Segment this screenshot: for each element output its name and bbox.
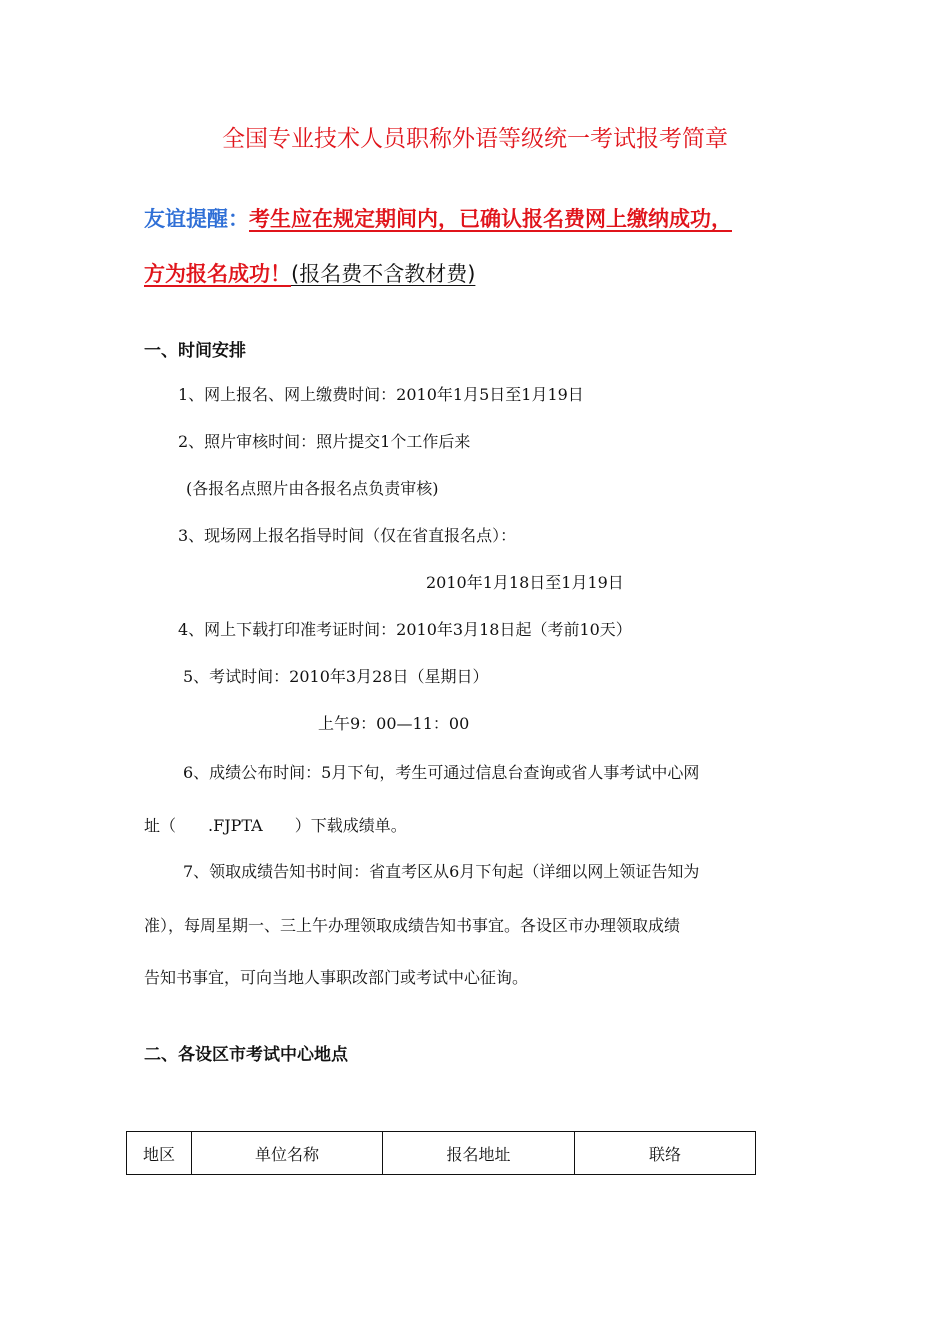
schedule-item-7-line-3: 告知书事宜，可向当地人事职改部门或考试中心征询。 [144, 968, 529, 987]
schedule-item-3: 3、现场网上报名指导时间（仅在省直报名点）： [178, 526, 517, 545]
schedule-item-3-date: 2010年1月18日至1月19日 [426, 573, 624, 592]
reminder-line-1 [144, 203, 732, 233]
column-header-address: 报名地址 [383, 1132, 575, 1175]
schedule-item-2-note: (各报名点照片由各报名点负责审核) [186, 479, 439, 498]
reminder-text-1: 考生应在规定期间内，已确认报名费网上缴纳成功， [249, 207, 732, 231]
schedule-item-4: 4、网上下载打印准考证时间：2010年3月18日起（考前10天） [178, 620, 632, 639]
schedule-item-1: 1、网上报名、网上缴费时间：2010年1月5日至1月19日 [178, 385, 584, 404]
table-header-row [127, 1132, 756, 1175]
schedule-item-6-line-1: 6、成绩公布时间：5月下旬，考生可通过信息台查询或省人事考试中心网 [183, 763, 700, 782]
reminder-line-2 [144, 258, 475, 288]
schedule-item-5-time: 上午9：00—11：00 [318, 714, 470, 733]
column-header-unit-name: 单位名称 [192, 1132, 383, 1175]
reminder-text-2: 方为报名成功！ [144, 262, 291, 286]
schedule-item-2: 2、照片审核时间：照片提交1个工作后来 [178, 432, 471, 451]
column-header-contact: 联络 [575, 1132, 756, 1175]
section-1-heading: 一、时间安排 [144, 341, 246, 361]
section-2-heading: 二、各设区市考试中心地点 [144, 1045, 348, 1065]
column-header-region: 地区 [127, 1132, 192, 1175]
schedule-item-7-line-1: 7、领取成绩告知书时间：省直考区从6月下旬起（详细以网上领证告知为 [183, 862, 700, 881]
document-title: 全国专业技术人员职称外语等级统一考试报考简章 [222, 126, 728, 152]
schedule-item-5: 5、考试时间：2010年3月28日（星期日） [183, 667, 489, 686]
schedule-item-6-line-2: 址（ .FJPTA ）下载成绩单。 [144, 816, 407, 835]
exam-centers-table [126, 1131, 756, 1175]
reminder-fee-note: (报名费不含教材费) [291, 262, 476, 286]
schedule-item-7-line-2: 准），每周星期一、三上午办理领取成绩告知书事宜。各设区市办理领取成绩 [144, 916, 681, 935]
reminder-label: 友谊提醒： [144, 207, 249, 231]
